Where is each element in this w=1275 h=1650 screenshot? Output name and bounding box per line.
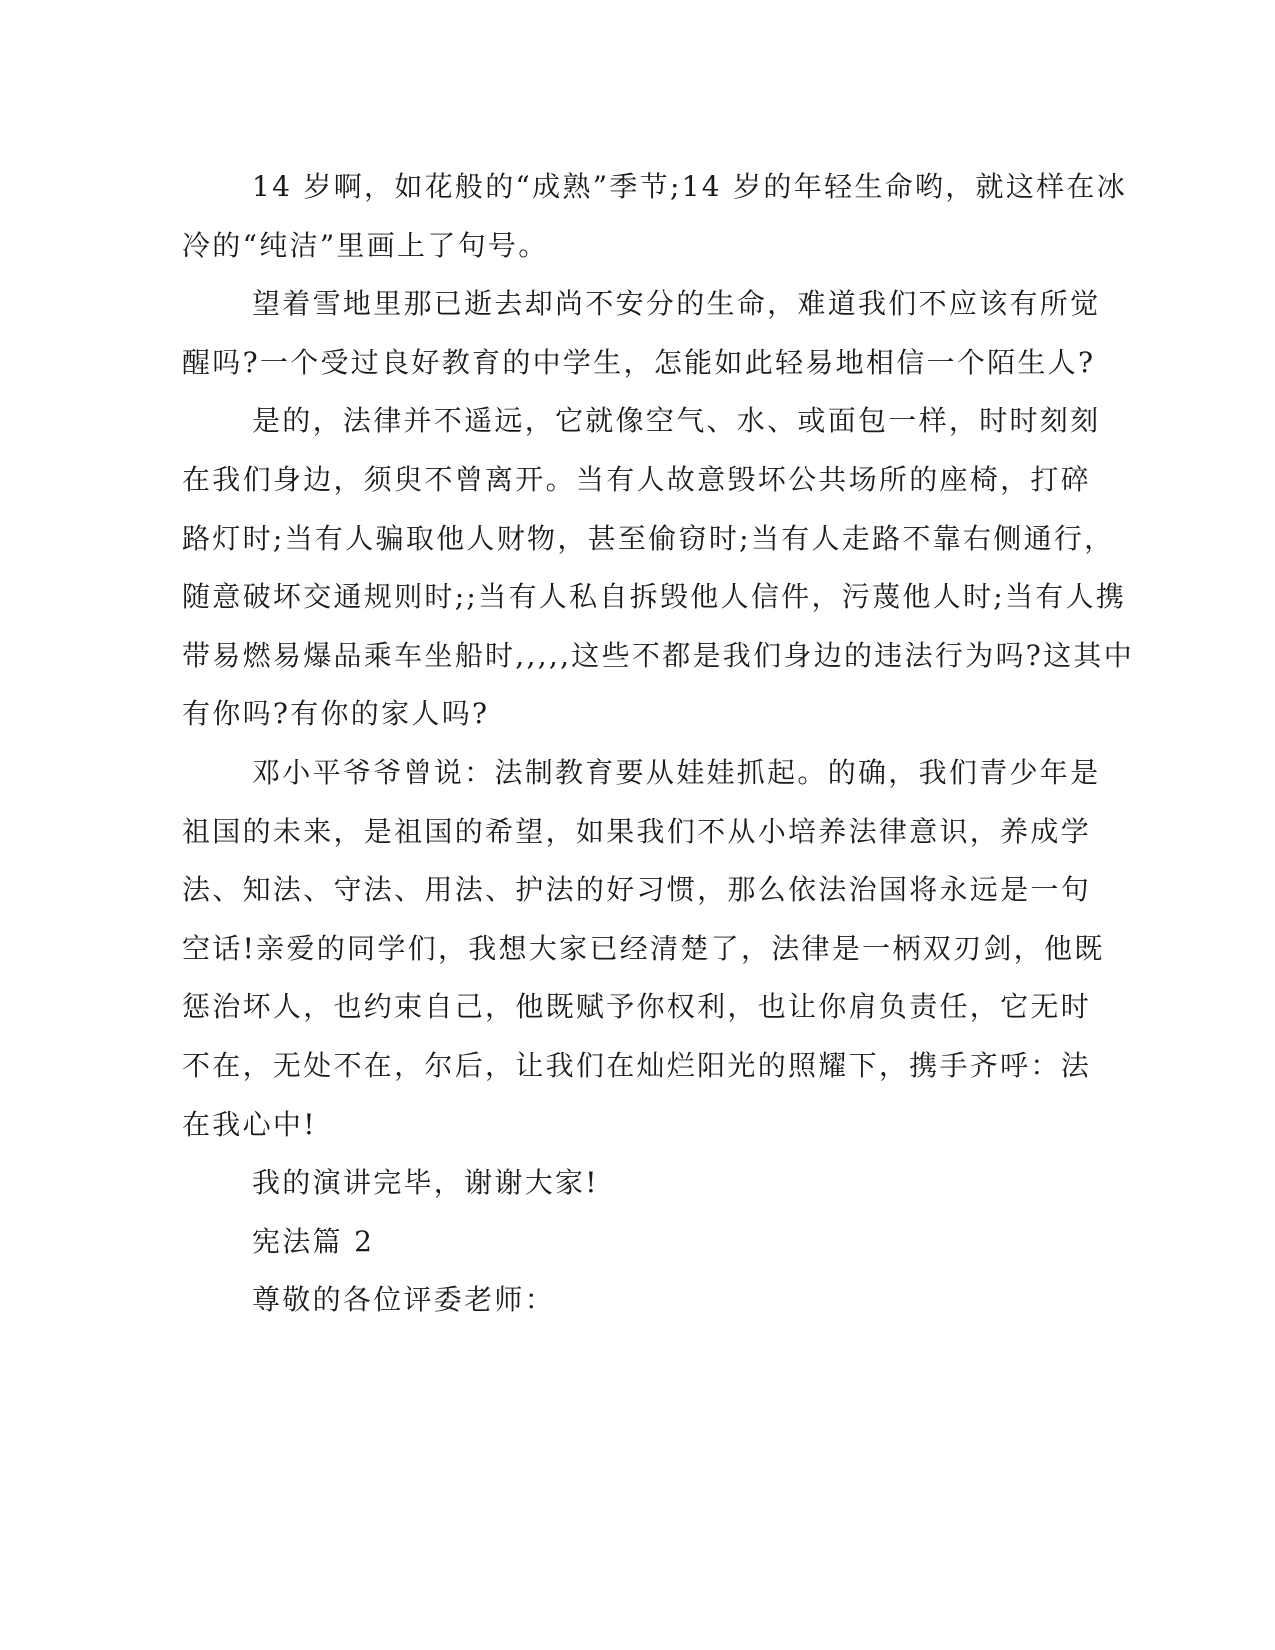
closing-line: 我的演讲完毕，谢谢大家!	[252, 1166, 599, 1200]
paragraph-line: 邓小平爷爷曾说：法制教育要从娃娃抓起。的确，我们青少年是	[252, 755, 1101, 789]
paragraph-line: 空话!亲爱的同学们，我想大家已经清楚了，法律是一柄双刃剑，他既	[182, 931, 1105, 965]
paragraph-line: 随意破坏交通规则时;;当有人私自拆毁他人信件，污蔑他人时;当有人携	[182, 580, 1127, 614]
paragraph-line: 望着雪地里那已逝去却尚不安分的生命，难道我们不应该有所觉	[252, 287, 1101, 321]
paragraph-line: 在我心中!	[182, 1107, 317, 1141]
paragraph-line: 路灯时;当有人骗取他人财物，甚至偷窃时;当有人走路不靠右侧通行，	[182, 521, 1115, 555]
paragraph-line: 有你吗?有你的家人吗?	[182, 697, 490, 731]
paragraph-line: 14 岁啊，如花般的“成熟”季节;14 岁的年轻生命哟，就这样在冰	[252, 170, 1128, 203]
paragraph-line: 带易燃易爆品乘车坐船时,,,,,这些不都是我们身边的违法行为吗?这其中	[182, 638, 1135, 672]
paragraph-line: 冷的“纯洁”里画上了句号。	[182, 228, 549, 262]
paragraph-line: 惩治坏人，也约束自己，他既赋予你权利，也让你肩负责任，它无时	[182, 990, 1092, 1024]
document-body	[182, 158, 1135, 1330]
paragraph-line: 醒吗?一个受过良好教育的中学生，怎能如此轻易地相信一个陌生人?	[182, 345, 1096, 379]
paragraph-line: 是的，法律并不遥远，它就像空气、水、或面包一样，时时刻刻	[252, 404, 1101, 438]
paragraph-line: 法、知法、守法、用法、护法的好习惯，那么依法治国将永远是一句	[182, 873, 1092, 907]
paragraph-line: 在我们身边，须臾不曾离开。当有人故意毁坏公共场所的座椅，打碎	[182, 462, 1092, 496]
paragraph-line: 不在，无处不在，尔后，让我们在灿烂阳光的照耀下，携手齐呼：法	[182, 1048, 1092, 1082]
paragraph-line: 祖国的未来，是祖国的希望，如果我们不从小培养法律意识，养成学	[182, 814, 1092, 848]
section-heading: 宪法篇 2	[252, 1224, 375, 1258]
salutation-line: 尊敬的各位评委老师：	[252, 1283, 556, 1317]
